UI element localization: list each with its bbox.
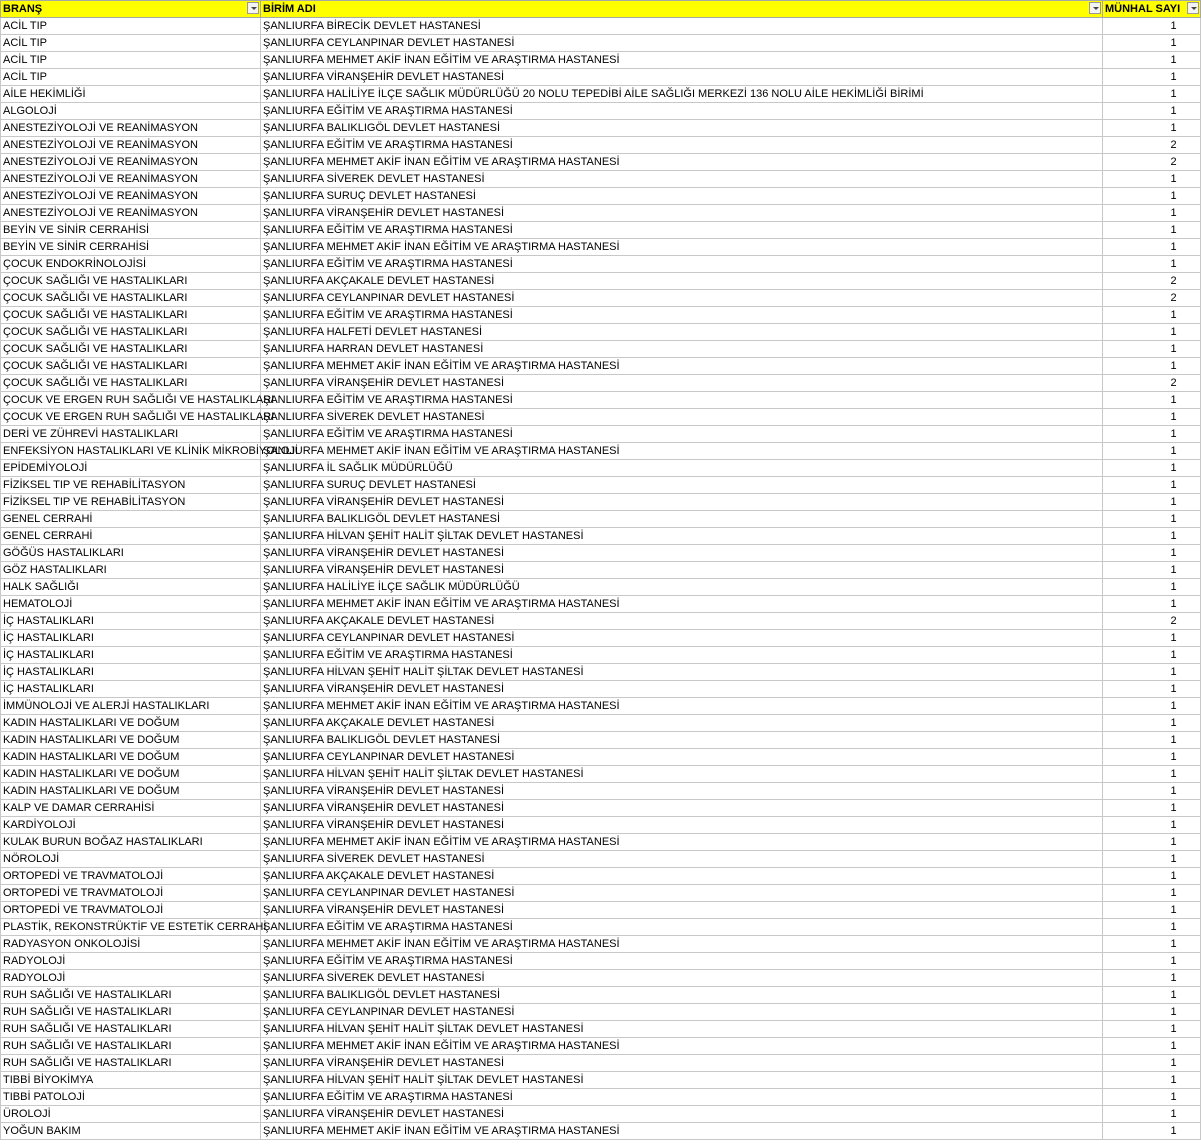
cell-birim-adi[interactable]: ŞANLIURFA MEHMET AKİF İNAN EĞİTİM VE ARAŞTIRMA HASTANESİ bbox=[261, 698, 1103, 715]
cell-brans[interactable]: ORTOPEDİ VE TRAVMATOLOJİ bbox=[1, 868, 261, 885]
cell-birim-adi[interactable]: ŞANLIURFA BALIKLIGÖL DEVLET HASTANESİ bbox=[261, 987, 1103, 1004]
cell-brans[interactable]: GENEL CERRAHİ bbox=[1, 511, 261, 528]
table-row bbox=[1, 69, 1201, 86]
cell-munhal-sayi[interactable]: 1 bbox=[1103, 1055, 1201, 1072]
cell-birim-adi[interactable]: ŞANLIURFA HİLVAN ŞEHİT HALİT ŞİLTAK DEVLET HASTANESİ bbox=[261, 1021, 1103, 1038]
cell-brans[interactable]: RADYOLOJİ bbox=[1, 953, 261, 970]
cell-munhal-sayi[interactable]: 1 bbox=[1103, 1004, 1201, 1021]
header-munhal-sayi-label: MÜNHAL SAYI bbox=[1105, 3, 1181, 15]
header-brans-label: BRANŞ bbox=[3, 3, 43, 15]
cell-birim-adi[interactable]: ŞANLIURFA MEHMET AKİF İNAN EĞİTİM VE ARAŞTIRMA HASTANESİ bbox=[261, 1123, 1103, 1140]
cell-munhal-sayi[interactable]: 2 bbox=[1103, 137, 1201, 154]
cell-birim-adi[interactable]: ŞANLIURFA VİRANŞEHİR DEVLET HASTANESİ bbox=[261, 902, 1103, 919]
cell-birim-adi[interactable]: ŞANLIURFA HİLVAN ŞEHİT HALİT ŞİLTAK DEVLET HASTANESİ bbox=[261, 528, 1103, 545]
cell-birim-adi[interactable]: ŞANLIURFA VİRANŞEHİR DEVLET HASTANESİ bbox=[261, 681, 1103, 698]
cell-munhal-sayi[interactable]: 1 bbox=[1103, 69, 1201, 86]
table-row bbox=[1, 1038, 1201, 1055]
cell-birim-adi[interactable]: ŞANLIURFA BİRECİK DEVLET HASTANESİ bbox=[261, 18, 1103, 35]
table-row bbox=[1, 256, 1201, 273]
cell-munhal-sayi[interactable]: 1 bbox=[1103, 426, 1201, 443]
cell-brans[interactable]: RUH SAĞLIĞI VE HASTALIKLARI bbox=[1, 1004, 261, 1021]
cell-munhal-sayi[interactable]: 1 bbox=[1103, 35, 1201, 52]
cell-munhal-sayi[interactable]: 1 bbox=[1103, 732, 1201, 749]
cell-brans[interactable]: ÇOCUK VE ERGEN RUH SAĞLIĞI VE HASTALIKLARI bbox=[1, 392, 261, 409]
table-row bbox=[1, 358, 1201, 375]
table-row bbox=[1, 103, 1201, 120]
table-row bbox=[1, 52, 1201, 69]
cell-munhal-sayi[interactable]: 1 bbox=[1103, 188, 1201, 205]
cell-birim-adi[interactable]: ŞANLIURFA VİRANŞEHİR DEVLET HASTANESİ bbox=[261, 817, 1103, 834]
cell-munhal-sayi[interactable]: 2 bbox=[1103, 154, 1201, 171]
cell-birim-adi[interactable]: ŞANLIURFA AKÇAKALE DEVLET HASTANESİ bbox=[261, 715, 1103, 732]
cell-brans[interactable]: FİZİKSEL TIP VE REHABİLİTASYON bbox=[1, 477, 261, 494]
cell-munhal-sayi[interactable]: 1 bbox=[1103, 409, 1201, 426]
cell-munhal-sayi[interactable]: 1 bbox=[1103, 222, 1201, 239]
cell-munhal-sayi[interactable]: 1 bbox=[1103, 205, 1201, 222]
cell-birim-adi[interactable]: ŞANLIURFA MEHMET AKİF İNAN EĞİTİM VE ARAŞTIRMA HASTANESİ bbox=[261, 936, 1103, 953]
table-row bbox=[1, 392, 1201, 409]
cell-munhal-sayi[interactable]: 1 bbox=[1103, 324, 1201, 341]
cell-birim-adi[interactable]: ŞANLIURFA EĞİTİM VE ARAŞTIRMA HASTANESİ bbox=[261, 647, 1103, 664]
cell-brans[interactable]: ÇOCUK SAĞLIĞI VE HASTALIKLARI bbox=[1, 358, 261, 375]
cell-birim-adi[interactable]: ŞANLIURFA EĞİTİM VE ARAŞTIRMA HASTANESİ bbox=[261, 307, 1103, 324]
cell-birim-adi[interactable]: ŞANLIURFA SURUÇ DEVLET HASTANESİ bbox=[261, 477, 1103, 494]
table-row bbox=[1, 18, 1201, 35]
table-row bbox=[1, 460, 1201, 477]
table-row bbox=[1, 426, 1201, 443]
table-row bbox=[1, 154, 1201, 171]
cell-birim-adi[interactable]: ŞANLIURFA HALİLİYE İLÇE SAĞLIK MÜDÜRLÜĞÜ 20 NOLU TEPEDİBİ AİLE SAĞLIĞI MERKEZİ 136 NOLU AİLE HEKİMLİĞİ BİRİMİ bbox=[261, 86, 1103, 103]
cell-birim-adi[interactable]: ŞANLIURFA EĞİTİM VE ARAŞTIRMA HASTANESİ bbox=[261, 1089, 1103, 1106]
cell-birim-adi[interactable]: ŞANLIURFA BALIKLIGÖL DEVLET HASTANESİ bbox=[261, 732, 1103, 749]
cell-munhal-sayi[interactable]: 1 bbox=[1103, 562, 1201, 579]
cell-birim-adi[interactable]: ŞANLIURFA EĞİTİM VE ARAŞTIRMA HASTANESİ bbox=[261, 392, 1103, 409]
table-row bbox=[1, 579, 1201, 596]
cell-brans[interactable]: ÇOCUK VE ERGEN RUH SAĞLIĞI VE HASTALIKLARI bbox=[1, 409, 261, 426]
cell-brans[interactable]: ENFEKSİYON HASTALIKLARI VE KLİNİK MİKROBİYOLOJİ bbox=[1, 443, 261, 460]
cell-birim-adi[interactable]: ŞANLIURFA AKÇAKALE DEVLET HASTANESİ bbox=[261, 613, 1103, 630]
cell-brans[interactable]: İÇ HASTALIKLARI bbox=[1, 664, 261, 681]
table-row bbox=[1, 409, 1201, 426]
table-row bbox=[1, 375, 1201, 392]
table-row bbox=[1, 1089, 1201, 1106]
cell-birim-adi[interactable]: ŞANLIURFA CEYLANPINAR DEVLET HASTANESİ bbox=[261, 290, 1103, 307]
cell-brans[interactable]: ACİL TIP bbox=[1, 52, 261, 69]
cell-brans[interactable]: GÖZ HASTALIKLARI bbox=[1, 562, 261, 579]
table-row bbox=[1, 307, 1201, 324]
table-row bbox=[1, 120, 1201, 137]
cell-munhal-sayi[interactable]: 1 bbox=[1103, 1123, 1201, 1140]
cell-birim-adi[interactable]: ŞANLIURFA CEYLANPINAR DEVLET HASTANESİ bbox=[261, 749, 1103, 766]
cell-birim-adi[interactable]: ŞANLIURFA MEHMET AKİF İNAN EĞİTİM VE ARAŞTIRMA HASTANESİ bbox=[261, 443, 1103, 460]
cell-brans[interactable]: ÇOCUK SAĞLIĞI VE HASTALIKLARI bbox=[1, 341, 261, 358]
cell-munhal-sayi[interactable]: 1 bbox=[1103, 341, 1201, 358]
cell-brans[interactable]: YOĞUN BAKIM bbox=[1, 1123, 261, 1140]
cell-brans[interactable]: RUH SAĞLIĞI VE HASTALIKLARI bbox=[1, 1021, 261, 1038]
cell-munhal-sayi[interactable]: 1 bbox=[1103, 596, 1201, 613]
table-row bbox=[1, 698, 1201, 715]
cell-brans[interactable]: ÇOCUK SAĞLIĞI VE HASTALIKLARI bbox=[1, 290, 261, 307]
cell-munhal-sayi[interactable]: 2 bbox=[1103, 613, 1201, 630]
cell-brans[interactable]: TIBBİ PATOLOJİ bbox=[1, 1089, 261, 1106]
cell-birim-adi[interactable]: ŞANLIURFA SİVEREK DEVLET HASTANESİ bbox=[261, 851, 1103, 868]
cell-birim-adi[interactable]: ŞANLIURFA SİVEREK DEVLET HASTANESİ bbox=[261, 409, 1103, 426]
chevron-down-icon[interactable] bbox=[247, 2, 259, 14]
cell-munhal-sayi[interactable]: 1 bbox=[1103, 18, 1201, 35]
cell-munhal-sayi[interactable]: 1 bbox=[1103, 307, 1201, 324]
cell-birim-adi[interactable]: ŞANLIURFA HALFETİ DEVLET HASTANESİ bbox=[261, 324, 1103, 341]
table-row bbox=[1, 834, 1201, 851]
cell-munhal-sayi[interactable]: 1 bbox=[1103, 443, 1201, 460]
cell-brans[interactable]: FİZİKSEL TIP VE REHABİLİTASYON bbox=[1, 494, 261, 511]
cell-birim-adi[interactable]: ŞANLIURFA EĞİTİM VE ARAŞTIRMA HASTANESİ bbox=[261, 103, 1103, 120]
table-row bbox=[1, 528, 1201, 545]
cell-birim-adi[interactable]: ŞANLIURFA BALIKLIGÖL DEVLET HASTANESİ bbox=[261, 120, 1103, 137]
header-row bbox=[1, 1, 1201, 18]
table-body bbox=[1, 18, 1201, 1140]
cell-munhal-sayi[interactable]: 1 bbox=[1103, 902, 1201, 919]
cell-brans[interactable]: ANESTEZİYOLOJİ VE REANİMASYON bbox=[1, 171, 261, 188]
cell-brans[interactable]: AİLE HEKİMLİĞİ bbox=[1, 86, 261, 103]
table-row bbox=[1, 1123, 1201, 1140]
cell-brans[interactable]: RADYASYON ONKOLOJİSİ bbox=[1, 936, 261, 953]
cell-brans[interactable]: İÇ HASTALIKLARI bbox=[1, 647, 261, 664]
cell-birim-adi[interactable]: ŞANLIURFA CEYLANPINAR DEVLET HASTANESİ bbox=[261, 35, 1103, 52]
cell-birim-adi[interactable]: ŞANLIURFA HARRAN DEVLET HASTANESİ bbox=[261, 341, 1103, 358]
table-row bbox=[1, 664, 1201, 681]
table-row bbox=[1, 936, 1201, 953]
cell-brans[interactable]: PLASTİK, REKONSTRÜKTİF VE ESTETİK CERRAHİ bbox=[1, 919, 261, 936]
cell-munhal-sayi[interactable]: 1 bbox=[1103, 698, 1201, 715]
cell-munhal-sayi[interactable]: 1 bbox=[1103, 579, 1201, 596]
table-row bbox=[1, 630, 1201, 647]
cell-brans[interactable]: KULAK BURUN BOĞAZ HASTALIKLARI bbox=[1, 834, 261, 851]
cell-munhal-sayi[interactable]: 1 bbox=[1103, 630, 1201, 647]
cell-brans[interactable]: RADYOLOJİ bbox=[1, 970, 261, 987]
cell-birim-adi[interactable]: ŞANLIURFA MEHMET AKİF İNAN EĞİTİM VE ARAŞTIRMA HASTANESİ bbox=[261, 1038, 1103, 1055]
cell-birim-adi[interactable]: ŞANLIURFA AKÇAKALE DEVLET HASTANESİ bbox=[261, 273, 1103, 290]
cell-munhal-sayi[interactable]: 1 bbox=[1103, 460, 1201, 477]
cell-birim-adi[interactable]: ŞANLIURFA HALİLİYE İLÇE SAĞLIK MÜDÜRLÜĞÜ bbox=[261, 579, 1103, 596]
cell-munhal-sayi[interactable]: 1 bbox=[1103, 749, 1201, 766]
cell-munhal-sayi[interactable]: 1 bbox=[1103, 681, 1201, 698]
cell-munhal-sayi[interactable]: 1 bbox=[1103, 766, 1201, 783]
cell-birim-adi[interactable]: ŞANLIURFA CEYLANPINAR DEVLET HASTANESİ bbox=[261, 630, 1103, 647]
table-row bbox=[1, 647, 1201, 664]
cell-birim-adi[interactable]: ŞANLIURFA BALIKLIGÖL DEVLET HASTANESİ bbox=[261, 511, 1103, 528]
cell-munhal-sayi[interactable]: 1 bbox=[1103, 953, 1201, 970]
cell-birim-adi[interactable]: ŞANLIURFA VİRANŞEHİR DEVLET HASTANESİ bbox=[261, 205, 1103, 222]
cell-brans[interactable]: RUH SAĞLIĞI VE HASTALIKLARI bbox=[1, 1038, 261, 1055]
cell-brans[interactable]: ÜROLOJİ bbox=[1, 1106, 261, 1123]
cell-birim-adi[interactable]: ŞANLIURFA EĞİTİM VE ARAŞTIRMA HASTANESİ bbox=[261, 137, 1103, 154]
cell-munhal-sayi[interactable]: 1 bbox=[1103, 1106, 1201, 1123]
cell-munhal-sayi[interactable]: 1 bbox=[1103, 868, 1201, 885]
table-row bbox=[1, 222, 1201, 239]
cell-brans[interactable]: ACİL TIP bbox=[1, 69, 261, 86]
cell-brans[interactable]: ÇOCUK SAĞLIĞI VE HASTALIKLARI bbox=[1, 273, 261, 290]
cell-birim-adi[interactable]: ŞANLIURFA MEHMET AKİF İNAN EĞİTİM VE ARAŞTIRMA HASTANESİ bbox=[261, 834, 1103, 851]
cell-munhal-sayi[interactable]: 1 bbox=[1103, 834, 1201, 851]
table-row bbox=[1, 341, 1201, 358]
cell-brans[interactable]: HEMATOLOJİ bbox=[1, 596, 261, 613]
cell-brans[interactable]: ÇOCUK SAĞLIĞI VE HASTALIKLARI bbox=[1, 307, 261, 324]
cell-brans[interactable]: RUH SAĞLIĞI VE HASTALIKLARI bbox=[1, 987, 261, 1004]
cell-brans[interactable]: KADIN HASTALIKLARI VE DOĞUM bbox=[1, 783, 261, 800]
cell-munhal-sayi[interactable]: 1 bbox=[1103, 120, 1201, 137]
cell-munhal-sayi[interactable]: 1 bbox=[1103, 256, 1201, 273]
table-row bbox=[1, 239, 1201, 256]
cell-birim-adi[interactable]: ŞANLIURFA VİRANŞEHİR DEVLET HASTANESİ bbox=[261, 800, 1103, 817]
cell-brans[interactable]: ANESTEZİYOLOJİ VE REANİMASYON bbox=[1, 205, 261, 222]
cell-munhal-sayi[interactable]: 1 bbox=[1103, 52, 1201, 69]
cell-munhal-sayi[interactable]: 1 bbox=[1103, 1021, 1201, 1038]
cell-brans[interactable]: NÖROLOJİ bbox=[1, 851, 261, 868]
header-brans[interactable] bbox=[1, 1, 261, 18]
cell-brans[interactable]: İÇ HASTALIKLARI bbox=[1, 681, 261, 698]
cell-brans[interactable]: ACİL TIP bbox=[1, 35, 261, 52]
cell-birim-adi[interactable]: ŞANLIURFA İL SAĞLIK MÜDÜRLÜĞÜ bbox=[261, 460, 1103, 477]
cell-munhal-sayi[interactable]: 1 bbox=[1103, 545, 1201, 562]
cell-brans[interactable]: ACİL TIP bbox=[1, 18, 261, 35]
cell-brans[interactable]: ORTOPEDİ VE TRAVMATOLOJİ bbox=[1, 885, 261, 902]
cell-birim-adi[interactable]: ŞANLIURFA EĞİTİM VE ARAŞTIRMA HASTANESİ bbox=[261, 919, 1103, 936]
cell-birim-adi[interactable]: ŞANLIURFA EĞİTİM VE ARAŞTIRMA HASTANESİ bbox=[261, 256, 1103, 273]
cell-birim-adi[interactable]: ŞANLIURFA VİRANŞEHİR DEVLET HASTANESİ bbox=[261, 545, 1103, 562]
chevron-down-icon[interactable] bbox=[1187, 2, 1199, 14]
cell-munhal-sayi[interactable]: 1 bbox=[1103, 86, 1201, 103]
cell-brans[interactable]: TIBBİ BİYOKİMYA bbox=[1, 1072, 261, 1089]
cell-brans[interactable]: KADIN HASTALIKLARI VE DOĞUM bbox=[1, 715, 261, 732]
table-row bbox=[1, 800, 1201, 817]
cell-brans[interactable]: ANESTEZİYOLOJİ VE REANİMASYON bbox=[1, 137, 261, 154]
cell-munhal-sayi[interactable]: 1 bbox=[1103, 817, 1201, 834]
table-row bbox=[1, 1021, 1201, 1038]
cell-munhal-sayi[interactable]: 2 bbox=[1103, 273, 1201, 290]
cell-brans[interactable]: ÇOCUK SAĞLIĞI VE HASTALIKLARI bbox=[1, 375, 261, 392]
cell-brans[interactable]: ANESTEZİYOLOJİ VE REANİMASYON bbox=[1, 120, 261, 137]
table-row bbox=[1, 919, 1201, 936]
cell-brans[interactable]: İÇ HASTALIKLARI bbox=[1, 613, 261, 630]
cell-brans[interactable]: DERİ VE ZÜHREVİ HASTALIKLARI bbox=[1, 426, 261, 443]
cell-brans[interactable]: ÇOCUK SAĞLIĞI VE HASTALIKLARI bbox=[1, 324, 261, 341]
cell-munhal-sayi[interactable]: 1 bbox=[1103, 171, 1201, 188]
cell-munhal-sayi[interactable]: 1 bbox=[1103, 392, 1201, 409]
cell-birim-adi[interactable]: ŞANLIURFA SURUÇ DEVLET HASTANESİ bbox=[261, 188, 1103, 205]
cell-munhal-sayi[interactable]: 1 bbox=[1103, 1089, 1201, 1106]
cell-munhal-sayi[interactable]: 1 bbox=[1103, 494, 1201, 511]
cell-birim-adi[interactable]: ŞANLIURFA EĞİTİM VE ARAŞTIRMA HASTANESİ bbox=[261, 953, 1103, 970]
cell-birim-adi[interactable]: ŞANLIURFA EĞİTİM VE ARAŞTIRMA HASTANESİ bbox=[261, 426, 1103, 443]
table-row bbox=[1, 817, 1201, 834]
table-row bbox=[1, 1004, 1201, 1021]
cell-birim-adi[interactable]: ŞANLIURFA VİRANŞEHİR DEVLET HASTANESİ bbox=[261, 494, 1103, 511]
cell-birim-adi[interactable]: ŞANLIURFA HİLVAN ŞEHİT HALİT ŞİLTAK DEVLET HASTANESİ bbox=[261, 1072, 1103, 1089]
cell-birim-adi[interactable]: ŞANLIURFA VİRANŞEHİR DEVLET HASTANESİ bbox=[261, 1106, 1103, 1123]
cell-brans[interactable]: ÇOCUK ENDOKRİNOLOJİSİ bbox=[1, 256, 261, 273]
table-row bbox=[1, 1106, 1201, 1123]
cell-brans[interactable]: HALK SAĞLIĞI bbox=[1, 579, 261, 596]
cell-munhal-sayi[interactable]: 1 bbox=[1103, 783, 1201, 800]
table-row bbox=[1, 851, 1201, 868]
table-row bbox=[1, 783, 1201, 800]
cell-brans[interactable]: İÇ HASTALIKLARI bbox=[1, 630, 261, 647]
cell-munhal-sayi[interactable]: 1 bbox=[1103, 477, 1201, 494]
cell-birim-adi[interactable]: ŞANLIURFA HİLVAN ŞEHİT HALİT ŞİLTAK DEVLET HASTANESİ bbox=[261, 766, 1103, 783]
cell-brans[interactable]: ANESTEZİYOLOJİ VE REANİMASYON bbox=[1, 154, 261, 171]
table-row bbox=[1, 885, 1201, 902]
cell-munhal-sayi[interactable]: 1 bbox=[1103, 987, 1201, 1004]
table-row bbox=[1, 987, 1201, 1004]
table-row bbox=[1, 273, 1201, 290]
cell-munhal-sayi[interactable]: 1 bbox=[1103, 919, 1201, 936]
table-row bbox=[1, 205, 1201, 222]
table-row bbox=[1, 188, 1201, 205]
cell-munhal-sayi[interactable]: 1 bbox=[1103, 1038, 1201, 1055]
cell-munhal-sayi[interactable]: 2 bbox=[1103, 290, 1201, 307]
table-row bbox=[1, 868, 1201, 885]
cell-brans[interactable]: ORTOPEDİ VE TRAVMATOLOJİ bbox=[1, 902, 261, 919]
cell-birim-adi[interactable]: ŞANLIURFA MEHMET AKİF İNAN EĞİTİM VE ARAŞTIRMA HASTANESİ bbox=[261, 52, 1103, 69]
table-row bbox=[1, 953, 1201, 970]
cell-birim-adi[interactable]: ŞANLIURFA VİRANŞEHİR DEVLET HASTANESİ bbox=[261, 69, 1103, 86]
cell-birim-adi[interactable]: ŞANLIURFA CEYLANPINAR DEVLET HASTANESİ bbox=[261, 1004, 1103, 1021]
table-row bbox=[1, 596, 1201, 613]
chevron-down-icon[interactable] bbox=[1089, 2, 1101, 14]
table-row bbox=[1, 970, 1201, 987]
table-row bbox=[1, 290, 1201, 307]
table-row bbox=[1, 715, 1201, 732]
cell-birim-adi[interactable]: ŞANLIURFA MEHMET AKİF İNAN EĞİTİM VE ARAŞTIRMA HASTANESİ bbox=[261, 596, 1103, 613]
table-row bbox=[1, 766, 1201, 783]
table-row bbox=[1, 324, 1201, 341]
cell-brans[interactable]: GÖĞÜS HASTALIKLARI bbox=[1, 545, 261, 562]
cell-birim-adi[interactable]: ŞANLIURFA CEYLANPINAR DEVLET HASTANESİ bbox=[261, 885, 1103, 902]
cell-munhal-sayi[interactable]: 1 bbox=[1103, 239, 1201, 256]
cell-munhal-sayi[interactable]: 1 bbox=[1103, 715, 1201, 732]
cell-munhal-sayi[interactable]: 1 bbox=[1103, 800, 1201, 817]
cell-birim-adi[interactable]: ŞANLIURFA VİRANŞEHİR DEVLET HASTANESİ bbox=[261, 1055, 1103, 1072]
cell-birim-adi[interactable]: ŞANLIURFA SİVEREK DEVLET HASTANESİ bbox=[261, 970, 1103, 987]
cell-brans[interactable]: İMMÜNOLOJİ VE ALERJİ HASTALIKLARI bbox=[1, 698, 261, 715]
cell-brans[interactable]: GENEL CERRAHİ bbox=[1, 528, 261, 545]
cell-munhal-sayi[interactable]: 1 bbox=[1103, 851, 1201, 868]
cell-munhal-sayi[interactable]: 1 bbox=[1103, 936, 1201, 953]
cell-munhal-sayi[interactable]: 1 bbox=[1103, 647, 1201, 664]
cell-brans[interactable]: ALGOLOJİ bbox=[1, 103, 261, 120]
cell-brans[interactable]: KADIN HASTALIKLARI VE DOĞUM bbox=[1, 766, 261, 783]
cell-brans[interactable]: RUH SAĞLIĞI VE HASTALIKLARI bbox=[1, 1055, 261, 1072]
table-row bbox=[1, 137, 1201, 154]
cell-brans[interactable]: BEYİN VE SİNİR CERRAHİSİ bbox=[1, 239, 261, 256]
cell-birim-adi[interactable]: ŞANLIURFA VİRANŞEHİR DEVLET HASTANESİ bbox=[261, 783, 1103, 800]
table-row bbox=[1, 494, 1201, 511]
table-row bbox=[1, 35, 1201, 52]
cell-brans[interactable]: ANESTEZİYOLOJİ VE REANİMASYON bbox=[1, 188, 261, 205]
table-row bbox=[1, 171, 1201, 188]
cell-birim-adi[interactable]: ŞANLIURFA AKÇAKALE DEVLET HASTANESİ bbox=[261, 868, 1103, 885]
cell-birim-adi[interactable]: ŞANLIURFA MEHMET AKİF İNAN EĞİTİM VE ARAŞTIRMA HASTANESİ bbox=[261, 358, 1103, 375]
table-row bbox=[1, 749, 1201, 766]
header-munhal-sayi[interactable] bbox=[1103, 1, 1201, 18]
table-row bbox=[1, 443, 1201, 460]
table-row bbox=[1, 86, 1201, 103]
table-row bbox=[1, 1055, 1201, 1072]
cell-birim-adi[interactable]: ŞANLIURFA SİVEREK DEVLET HASTANESİ bbox=[261, 171, 1103, 188]
cell-brans[interactable]: KALP VE DAMAR CERRAHİSİ bbox=[1, 800, 261, 817]
cell-munhal-sayi[interactable]: 1 bbox=[1103, 358, 1201, 375]
cell-brans[interactable]: KADIN HASTALIKLARI VE DOĞUM bbox=[1, 732, 261, 749]
cell-munhal-sayi[interactable]: 1 bbox=[1103, 1072, 1201, 1089]
cell-munhal-sayi[interactable]: 1 bbox=[1103, 885, 1201, 902]
table-row bbox=[1, 902, 1201, 919]
cell-brans[interactable]: EPİDEMİYOLOJİ bbox=[1, 460, 261, 477]
header-birim-adi-label: BİRİM ADI bbox=[263, 3, 316, 15]
table-row bbox=[1, 613, 1201, 630]
table-row bbox=[1, 562, 1201, 579]
cell-brans[interactable]: KARDİYOLOJİ bbox=[1, 817, 261, 834]
cell-munhal-sayi[interactable]: 1 bbox=[1103, 970, 1201, 987]
table-row bbox=[1, 681, 1201, 698]
cell-brans[interactable]: BEYİN VE SİNİR CERRAHİSİ bbox=[1, 222, 261, 239]
table-row bbox=[1, 545, 1201, 562]
cell-munhal-sayi[interactable]: 1 bbox=[1103, 528, 1201, 545]
header-birim-adi[interactable] bbox=[261, 1, 1103, 18]
cell-munhal-sayi[interactable]: 2 bbox=[1103, 375, 1201, 392]
cell-brans[interactable]: KADIN HASTALIKLARI VE DOĞUM bbox=[1, 749, 261, 766]
table-row bbox=[1, 1072, 1201, 1089]
cell-munhal-sayi[interactable]: 1 bbox=[1103, 103, 1201, 120]
cell-munhal-sayi[interactable]: 1 bbox=[1103, 511, 1201, 528]
cell-birim-adi[interactable]: ŞANLIURFA VİRANŞEHİR DEVLET HASTANESİ bbox=[261, 375, 1103, 392]
cell-birim-adi[interactable]: ŞANLIURFA MEHMET AKİF İNAN EĞİTİM VE ARAŞTIRMA HASTANESİ bbox=[261, 239, 1103, 256]
cell-birim-adi[interactable]: ŞANLIURFA EĞİTİM VE ARAŞTIRMA HASTANESİ bbox=[261, 222, 1103, 239]
cell-munhal-sayi[interactable]: 1 bbox=[1103, 664, 1201, 681]
table-row bbox=[1, 732, 1201, 749]
table-row bbox=[1, 511, 1201, 528]
table-row bbox=[1, 477, 1201, 494]
cell-birim-adi[interactable]: ŞANLIURFA VİRANŞEHİR DEVLET HASTANESİ bbox=[261, 562, 1103, 579]
cell-birim-adi[interactable]: ŞANLIURFA MEHMET AKİF İNAN EĞİTİM VE ARAŞTIRMA HASTANESİ bbox=[261, 154, 1103, 171]
cell-birim-adi[interactable]: ŞANLIURFA HİLVAN ŞEHİT HALİT ŞİLTAK DEVLET HASTANESİ bbox=[261, 664, 1103, 681]
